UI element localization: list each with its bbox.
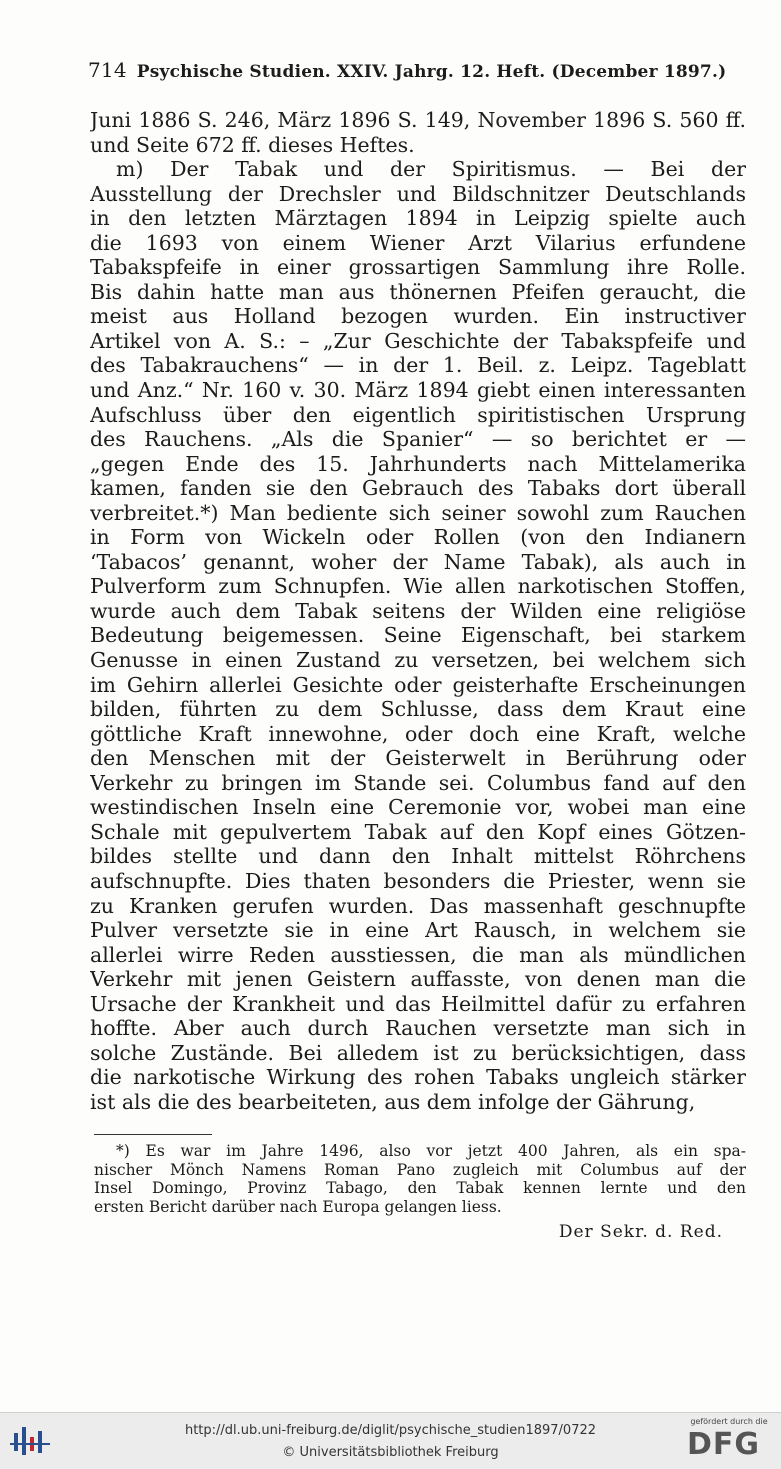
text-line: bilden, führten zu dem Schlusse, dass dem Kraut eine [90,697,746,722]
footnote-line: Insel Domingo, Provinz Tabago, den Tabak kennen lernte und den [94,1179,746,1197]
copyright-notice: © Universitätsbibliothek Freiburg [282,1445,499,1460]
text-line: allerlei wirre Reden ausstiessen, die man als mündlichen [90,942,746,967]
text-line: bildes stellte und dann den Inhalt mittelst Röhrchens [90,844,746,869]
text-line: Artikel von A. S.: – „Zur Geschichte der Tabakspfeife und [90,328,746,353]
text-line: und Seite 672 ff. dieses Heftes. [90,132,415,157]
running-header [88,58,748,82]
viewer-footer-bar [0,1412,781,1469]
text-line: in den letzten Märztagen 1894 in Leipzig spielte auch [90,206,746,231]
text-line: kamen, fanden sie den Gebrauch des Tabaks dort überall [90,476,746,501]
text-line: zu Kranken gerufen wurden. Das massenhaft geschnupfte [90,893,746,918]
text-line: wurde auch dem Tabak seitens der Wilden eine religiöse [90,598,746,623]
text-line: verbreitet.*) Man bediente sich seiner sowohl zum Rauchen [90,500,746,525]
text-line: die narkotische Wirkung des rohen Tabaks ungleich stärker [90,1065,746,1090]
source-url[interactable]: http://dl.ub.uni-freiburg.de/diglit/psychische_studien1897/0722 [184,1423,597,1438]
text-line: solche Zustände. Bei alledem ist zu berücksichtigen, dass [90,1040,746,1065]
text-line: Verkehr mit jenen Geistern auffasste, von denen man die [90,967,746,992]
text-line: Ausstellung der Drechsler und Bildschnitzer Deutschlands [90,181,746,206]
text-line: den Menschen mit der Geisterwelt in Berührung oder [90,746,746,771]
text-line: in Form von Wickeln oder Rollen (von den Indianern [90,525,746,550]
text-line: des Rauchens. „Als die Spanier“ — so berichtet er — [90,427,746,452]
text-line: Aufschluss über den eigentlich spiritistischen Ursprung [90,402,746,427]
text-line: Genusse in einen Zustand zu versetzen, bei welchem sich [90,648,746,673]
footnote [94,1142,746,1216]
text-line: des Tabakrauchens“ — in der 1. Beil. z. Leipz. Tageblatt [90,353,746,378]
signature: Der Sekr. d. Red. [558,1222,723,1242]
text-line: und Anz.“ Nr. 160 v. 30. März 1894 giebt einen interessanten [90,378,746,403]
text-line: m) Der Tabak und der Spiritismus. — Bei der [116,157,746,182]
text-line: Verkehr zu bringen im Stande sei. Columbus fand auf den [90,770,746,795]
text-line: meist aus Holland bezogen wurden. Ein instructiver [90,304,746,329]
dfg-caption: gefördert durch die [690,1417,768,1426]
text-line: westindischen Inseln eine Ceremonie vor, wobei man eine [90,795,746,820]
text-line: „gegen Ende des 15. Jahrhunderts nach Mittelamerika [90,451,746,476]
body-text [90,108,746,1114]
running-title: Psychische Studien. XXIV. Jahrg. 12. Heft. (December 1897.) [136,62,727,82]
text-line: Pulverform zum Schnupfen. Wie allen narkotischen Stoffen, [90,574,746,599]
text-line: ‘Tabacos’ genannt, woher der Name Tabak), als auch in [90,549,746,574]
text-line: Tabakspfeife in einer grossartigen Sammlung ihre Rolle. [90,255,746,280]
text-line: im Gehirn allerlei Gesichte oder geisterhafte Erscheinungen [90,672,746,697]
text-line: die 1693 von einem Wiener Arzt Vilarius erfundene [90,230,746,255]
footnote-line: ersten Bericht darüber nach Europa gelangen liess. [94,1197,502,1216]
text-line: Ursache der Krankheit und das Heilmittel dafür zu erfahren [90,991,746,1016]
text-line: Schale mit gepulvertem Tabak auf den Kopf eines Götzen- [90,819,746,844]
text-line: Bis dahin hatte man aus thönernen Pfeifen geraucht, die [90,279,746,304]
text-line: Bedeutung beigemessen. Seine Eigenschaft, bei starkem [90,623,746,648]
page-number: 714 [88,58,127,82]
text-line: Juni 1886 S. 246, März 1896 S. 149, November 1896 S. 560 ff. [90,108,746,132]
text-line: Pulver versetzte sie in eine Art Rausch, in welchem sie [90,918,746,943]
dfg-logo [685,1417,773,1465]
text-line: göttliche Kraft innewohne, oder doch eine Kraft, welche [90,721,746,746]
dfg-wordmark: DFG [687,1427,761,1462]
footnote-line: nischer Mönch Namens Roman Pano zugleich mit Columbus auf der [94,1160,746,1179]
text-line: ist als die des bearbeiteten, aus dem infolge der Gährung, [90,1089,696,1114]
footnote-rule [94,1134,212,1135]
text-line: hoffte. Aber auch durch Rauchen versetzte man sich in [90,1016,746,1041]
footnote-line: *) Es war im Jahre 1496, also vor jetzt 400 Jahren, als ein spa- [116,1142,746,1160]
text-line: aufschnupfte. Dies thaten besonders die Priester, wenn sie [90,868,746,893]
